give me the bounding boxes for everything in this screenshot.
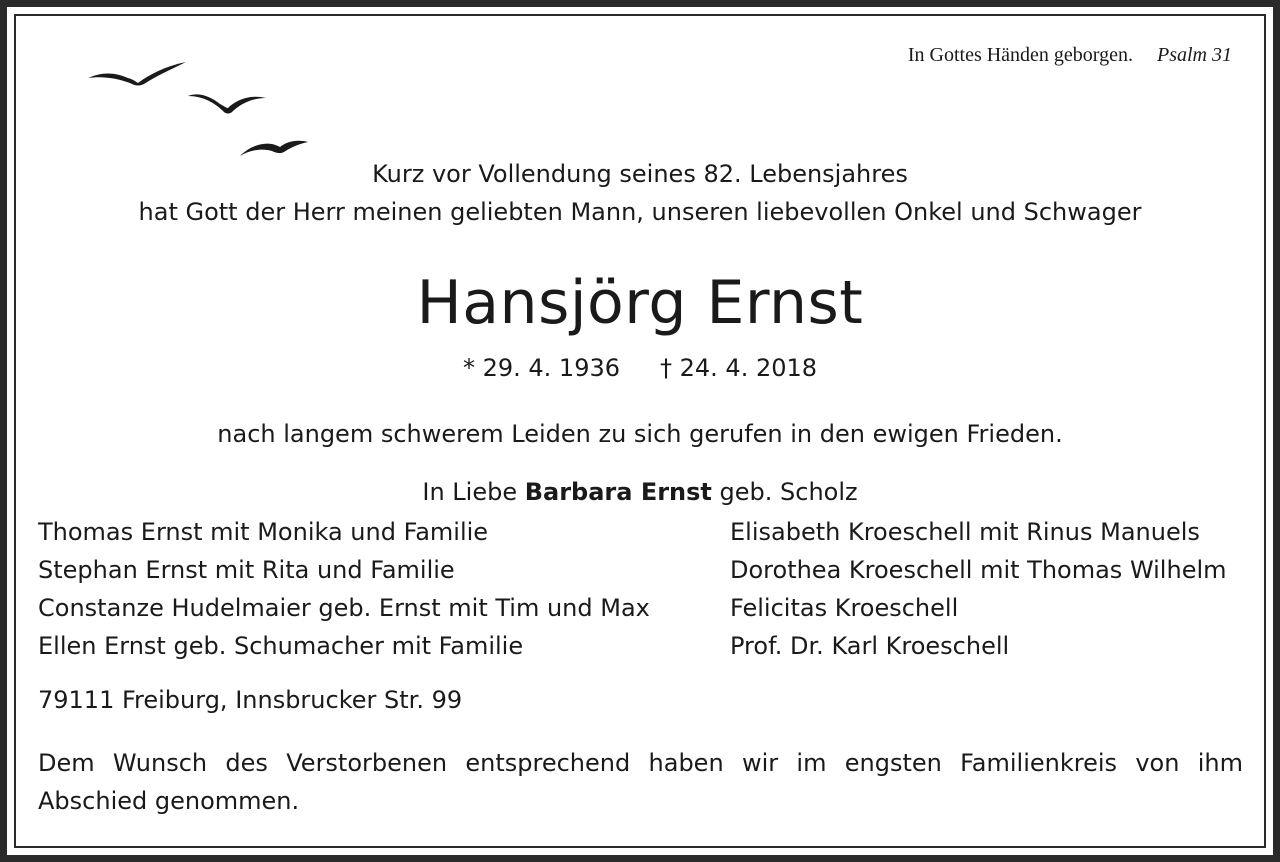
bird-icon: [240, 141, 308, 156]
birds-icon: [80, 52, 320, 162]
motto-text: In Gottes Händen geborgen.: [907, 44, 1133, 66]
family-left-4: Ellen Ernst geb. Schumacher mit Familie: [38, 632, 524, 660]
wish-line-2: Abschied genommen.: [38, 787, 300, 815]
family-left-2: Stephan Ernst mit Rita und Familie: [38, 556, 455, 584]
family-right-3: Felicitas Kroeschell: [730, 594, 959, 622]
in-love-line: [0, 478, 1280, 506]
death-date: † 24. 4. 2018: [660, 354, 818, 382]
widow-name: Barbara Ernst: [524, 478, 712, 506]
called-home-text: nach langem schwerem Leiden zu sich gerufen in den ewigen Frieden.: [217, 420, 1063, 448]
bird-icon: [188, 94, 266, 113]
family-left-3: Constanze Hudelmaier geb. Ernst mit Tim und Max: [38, 594, 650, 622]
bird-icon: [88, 62, 186, 86]
motto-source: Psalm 31: [1157, 44, 1232, 66]
wish-line-1: Dem Wunsch des Verstorbenen entsprechend haben wir im engsten Familienkreis von ihm: [38, 749, 1243, 777]
intro-line-2: hat Gott der Herr meinen geliebten Mann, unseren liebevollen Onkel und Schwager: [138, 198, 1142, 226]
wish-paragraph: [38, 744, 1243, 820]
deceased-name: Hansjörg Ernst: [416, 268, 864, 338]
family-right-4: Prof. Dr. Karl Kroeschell: [730, 632, 1010, 660]
life-dates: [0, 354, 1280, 382]
birth-date: * 29. 4. 1936: [462, 354, 620, 382]
family-right-2: Dorothea Kroeschell mit Thomas Wilhelm: [730, 556, 1227, 584]
in-love-prefix: In Liebe: [422, 478, 518, 506]
family-left-1: Thomas Ernst mit Monika und Familie: [38, 518, 489, 546]
address: 79111 Freiburg, Innsbrucker Str. 99: [38, 686, 463, 714]
widow-maiden-name: geb. Scholz: [719, 478, 858, 506]
intro-line-1: Kurz vor Vollendung seines 82. Lebensjahres: [372, 160, 908, 188]
family-right-1: Elisabeth Kroeschell mit Rinus Manuels: [730, 518, 1200, 546]
motto: [908, 44, 1232, 67]
